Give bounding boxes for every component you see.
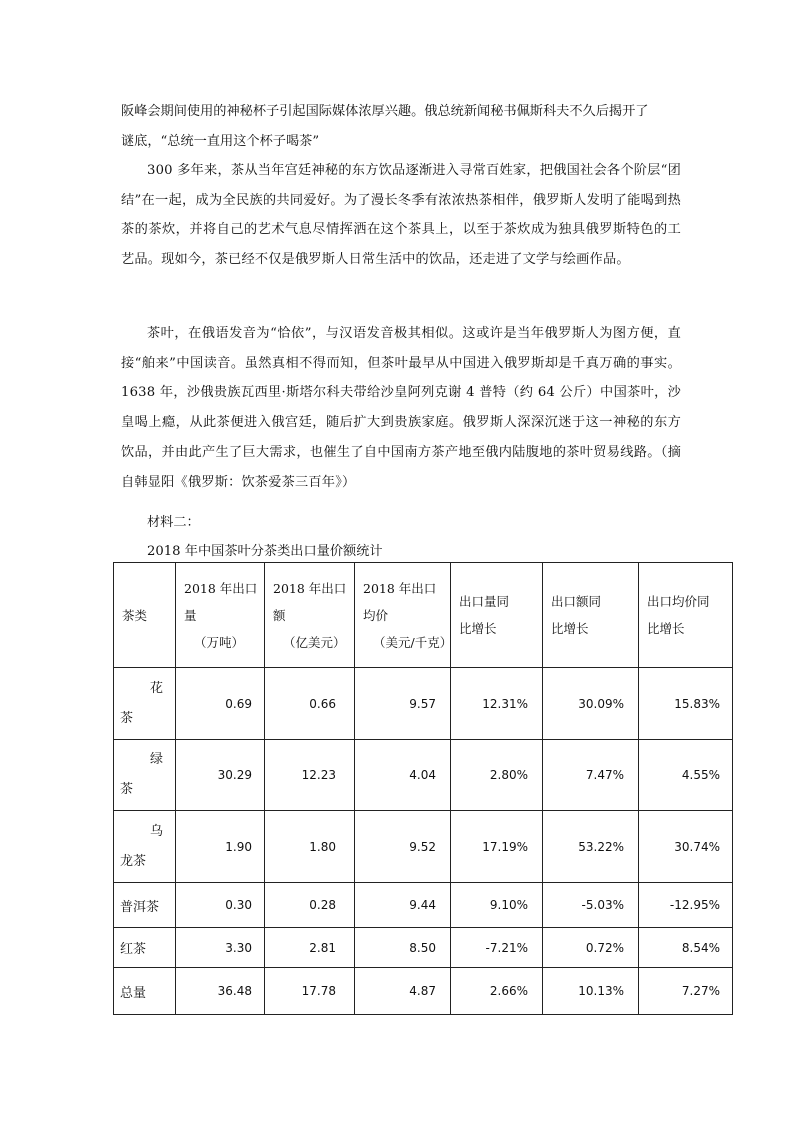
value-cell: 12.23 <box>265 740 355 811</box>
volume-growth-cell: 9.10% <box>451 883 543 928</box>
header-price-growth: 出口均价同 比增长 <box>639 563 733 668</box>
tea-export-table <box>113 562 733 1015</box>
volume-cell: 36.48 <box>176 968 265 1015</box>
price-growth-cell: -12.95% <box>639 883 733 928</box>
category-cell: 总量 <box>114 968 176 1015</box>
avg-price-cell: 9.57 <box>355 668 451 740</box>
value-growth-cell: 53.22% <box>543 811 639 883</box>
header-export-avg-price: 2018 年出口 均价 （美元/千克） <box>355 563 451 668</box>
avg-price-cell: 8.50 <box>355 928 451 968</box>
value-growth-cell: 7.47% <box>543 740 639 811</box>
material-two-label: 材料二： <box>147 515 200 530</box>
value-growth-cell: 10.13% <box>543 968 639 1015</box>
category-cell: 花 茶 <box>114 668 176 740</box>
body-line-2: 谜底，“总统一直用这个杯子喝茶” <box>121 134 320 149</box>
price-growth-cell: 30.74% <box>639 811 733 883</box>
header-export-value: 2018 年出口 额 （亿美元） <box>265 563 355 668</box>
volume-growth-cell: 2.66% <box>451 968 543 1015</box>
table-header-row <box>114 563 733 668</box>
value-growth-cell: 30.09% <box>543 668 639 740</box>
value-cell: 0.28 <box>265 883 355 928</box>
price-growth-cell: 4.55% <box>639 740 733 811</box>
table-caption: 2018 年中国茶叶分茶类出口量价额统计 <box>147 544 383 559</box>
volume-growth-cell: 17.19% <box>451 811 543 883</box>
volume-cell: 3.30 <box>176 928 265 968</box>
volume-cell: 0.69 <box>176 668 265 740</box>
avg-price-cell: 4.87 <box>355 968 451 1015</box>
volume-cell: 1.90 <box>176 811 265 883</box>
table-row-oolong-tea <box>114 811 733 883</box>
header-volume-growth: 出口量同 比增长 <box>451 563 543 668</box>
price-growth-cell: 7.27% <box>639 968 733 1015</box>
volume-cell: 0.30 <box>176 883 265 928</box>
value-cell: 17.78 <box>265 968 355 1015</box>
value-cell: 2.81 <box>265 928 355 968</box>
volume-growth-cell: 12.31% <box>451 668 543 740</box>
value-growth-cell: -5.03% <box>543 883 639 928</box>
category-cell: 红茶 <box>114 928 176 968</box>
category-cell: 绿 茶 <box>114 740 176 811</box>
category-cell: 乌 龙茶 <box>114 811 176 883</box>
table-row-green-tea <box>114 740 733 811</box>
table-row-puer-tea <box>114 883 733 928</box>
category-cell: 普洱茶 <box>114 883 176 928</box>
header-value-growth: 出口额同 比增长 <box>543 563 639 668</box>
header-tea-type: 茶类 <box>114 563 176 668</box>
body-line-1: 阪峰会期间使用的神秘杯子引起国际媒体浓厚兴趣。俄总统新闻秘书佩斯科夫不久后揭开了 <box>121 104 649 119</box>
table-row-flower-tea <box>114 668 733 740</box>
table-row-black-tea <box>114 928 733 968</box>
value-cell: 1.80 <box>265 811 355 883</box>
avg-price-cell: 9.52 <box>355 811 451 883</box>
paragraph-2: 300 多年来，茶从当年宫廷神秘的东方饮品逐渐进入寻常百姓家，把俄国社会各个阶层“团结”在一起，成为全民族的共同爱好。为了漫长冬季有浓浓热茶相伴，俄罗斯人发明了能喝到热茶的茶炊，并将自己的艺术气息尽情挥洒在这个茶具上，以至于茶炊成为独具俄罗斯特色的工艺品。现如今，茶已经不仅是俄罗斯人日常生活中的饮品，还走进了文学与绘画作品。 <box>121 163 681 268</box>
avg-price-cell: 9.44 <box>355 883 451 928</box>
price-growth-cell: 8.54% <box>639 928 733 968</box>
avg-price-cell: 4.04 <box>355 740 451 811</box>
value-cell: 0.66 <box>265 668 355 740</box>
paragraph-3: 茶叶，在俄语发音为“恰依”，与汉语发音极其相似。这或许是当年俄罗斯人为图方便，直接“舶来”中国读音。虽然真相不得而知，但茶叶最早从中国进入俄罗斯却是千真万确的事实。1638 年，沙俄贵族瓦西里·斯塔尔科夫带给沙皇阿列克谢 4 普特（约 64 公斤）中国茶叶，沙皇喝上瘾，从此茶便进入俄宫廷，随后扩大到贵族家庭。俄罗斯人深深沉迷于这一神秘的东方饮品，并由此产生了巨大需求，也催生了自中国南方茶产地至俄内陆腹地的茶叶贸易线路。（摘自韩显阳《俄罗斯：饮茶爱茶三百年》） <box>121 326 681 490</box>
price-growth-cell: 15.83% <box>639 668 733 740</box>
table-row-total <box>114 968 733 1015</box>
volume-cell: 30.29 <box>176 740 265 811</box>
value-growth-cell: 0.72% <box>543 928 639 968</box>
volume-growth-cell: -7.21% <box>451 928 543 968</box>
volume-growth-cell: 2.80% <box>451 740 543 811</box>
header-export-volume: 2018 年出口 量 （万吨） <box>176 563 265 668</box>
